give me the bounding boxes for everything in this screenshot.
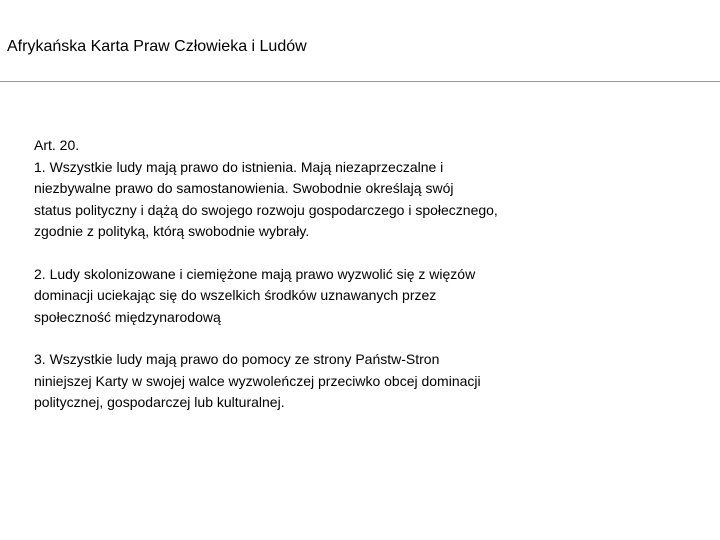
- paragraph-line: politycznej, gospodarczej lub kulturalnej.: [34, 394, 285, 410]
- paragraph-line: 2. Ludy skolonizowane i ciemiężone mają prawo wyzwolić się z więzów: [34, 265, 476, 282]
- paragraph-line: 1. Wszystkie ludy mają prawo do istnienia. Mają niezaprzeczalne i: [34, 158, 444, 175]
- slide-header: [0, 0, 720, 82]
- title-divider: [0, 81, 720, 82]
- article-paragraph-1: [34, 157, 594, 243]
- paragraph-line: status polityczny i dążą do swojego rozwoju gospodarczego i społecznego,: [34, 201, 498, 218]
- paragraph-line: dominacji uciekając się do wszelkich środków uznawanych przez: [34, 287, 437, 303]
- slide-title: Afrykańska Karta Praw Człowieka i Ludów: [7, 38, 307, 55]
- article-paragraph-3: [34, 349, 594, 414]
- article-paragraph-2: [34, 264, 594, 329]
- article-body: [34, 135, 594, 414]
- paragraph-line: zgodnie z polityką, którą swobodnie wybrały.: [34, 223, 310, 239]
- paragraph-line: niezbywalne prawo do samostanowienia. Swobodnie określają swój: [34, 180, 454, 196]
- paragraph-line: niniejszej Karty w swojej walce wyzwoleńczej przeciwko obcej dominacji: [34, 372, 481, 389]
- paragraph-line: 3. Wszystkie ludy mają prawo do pomocy ze strony Państw-Stron: [34, 351, 440, 367]
- article-heading: Art. 20.: [34, 137, 80, 153]
- paragraph-line: społeczność międzynarodową: [34, 308, 221, 325]
